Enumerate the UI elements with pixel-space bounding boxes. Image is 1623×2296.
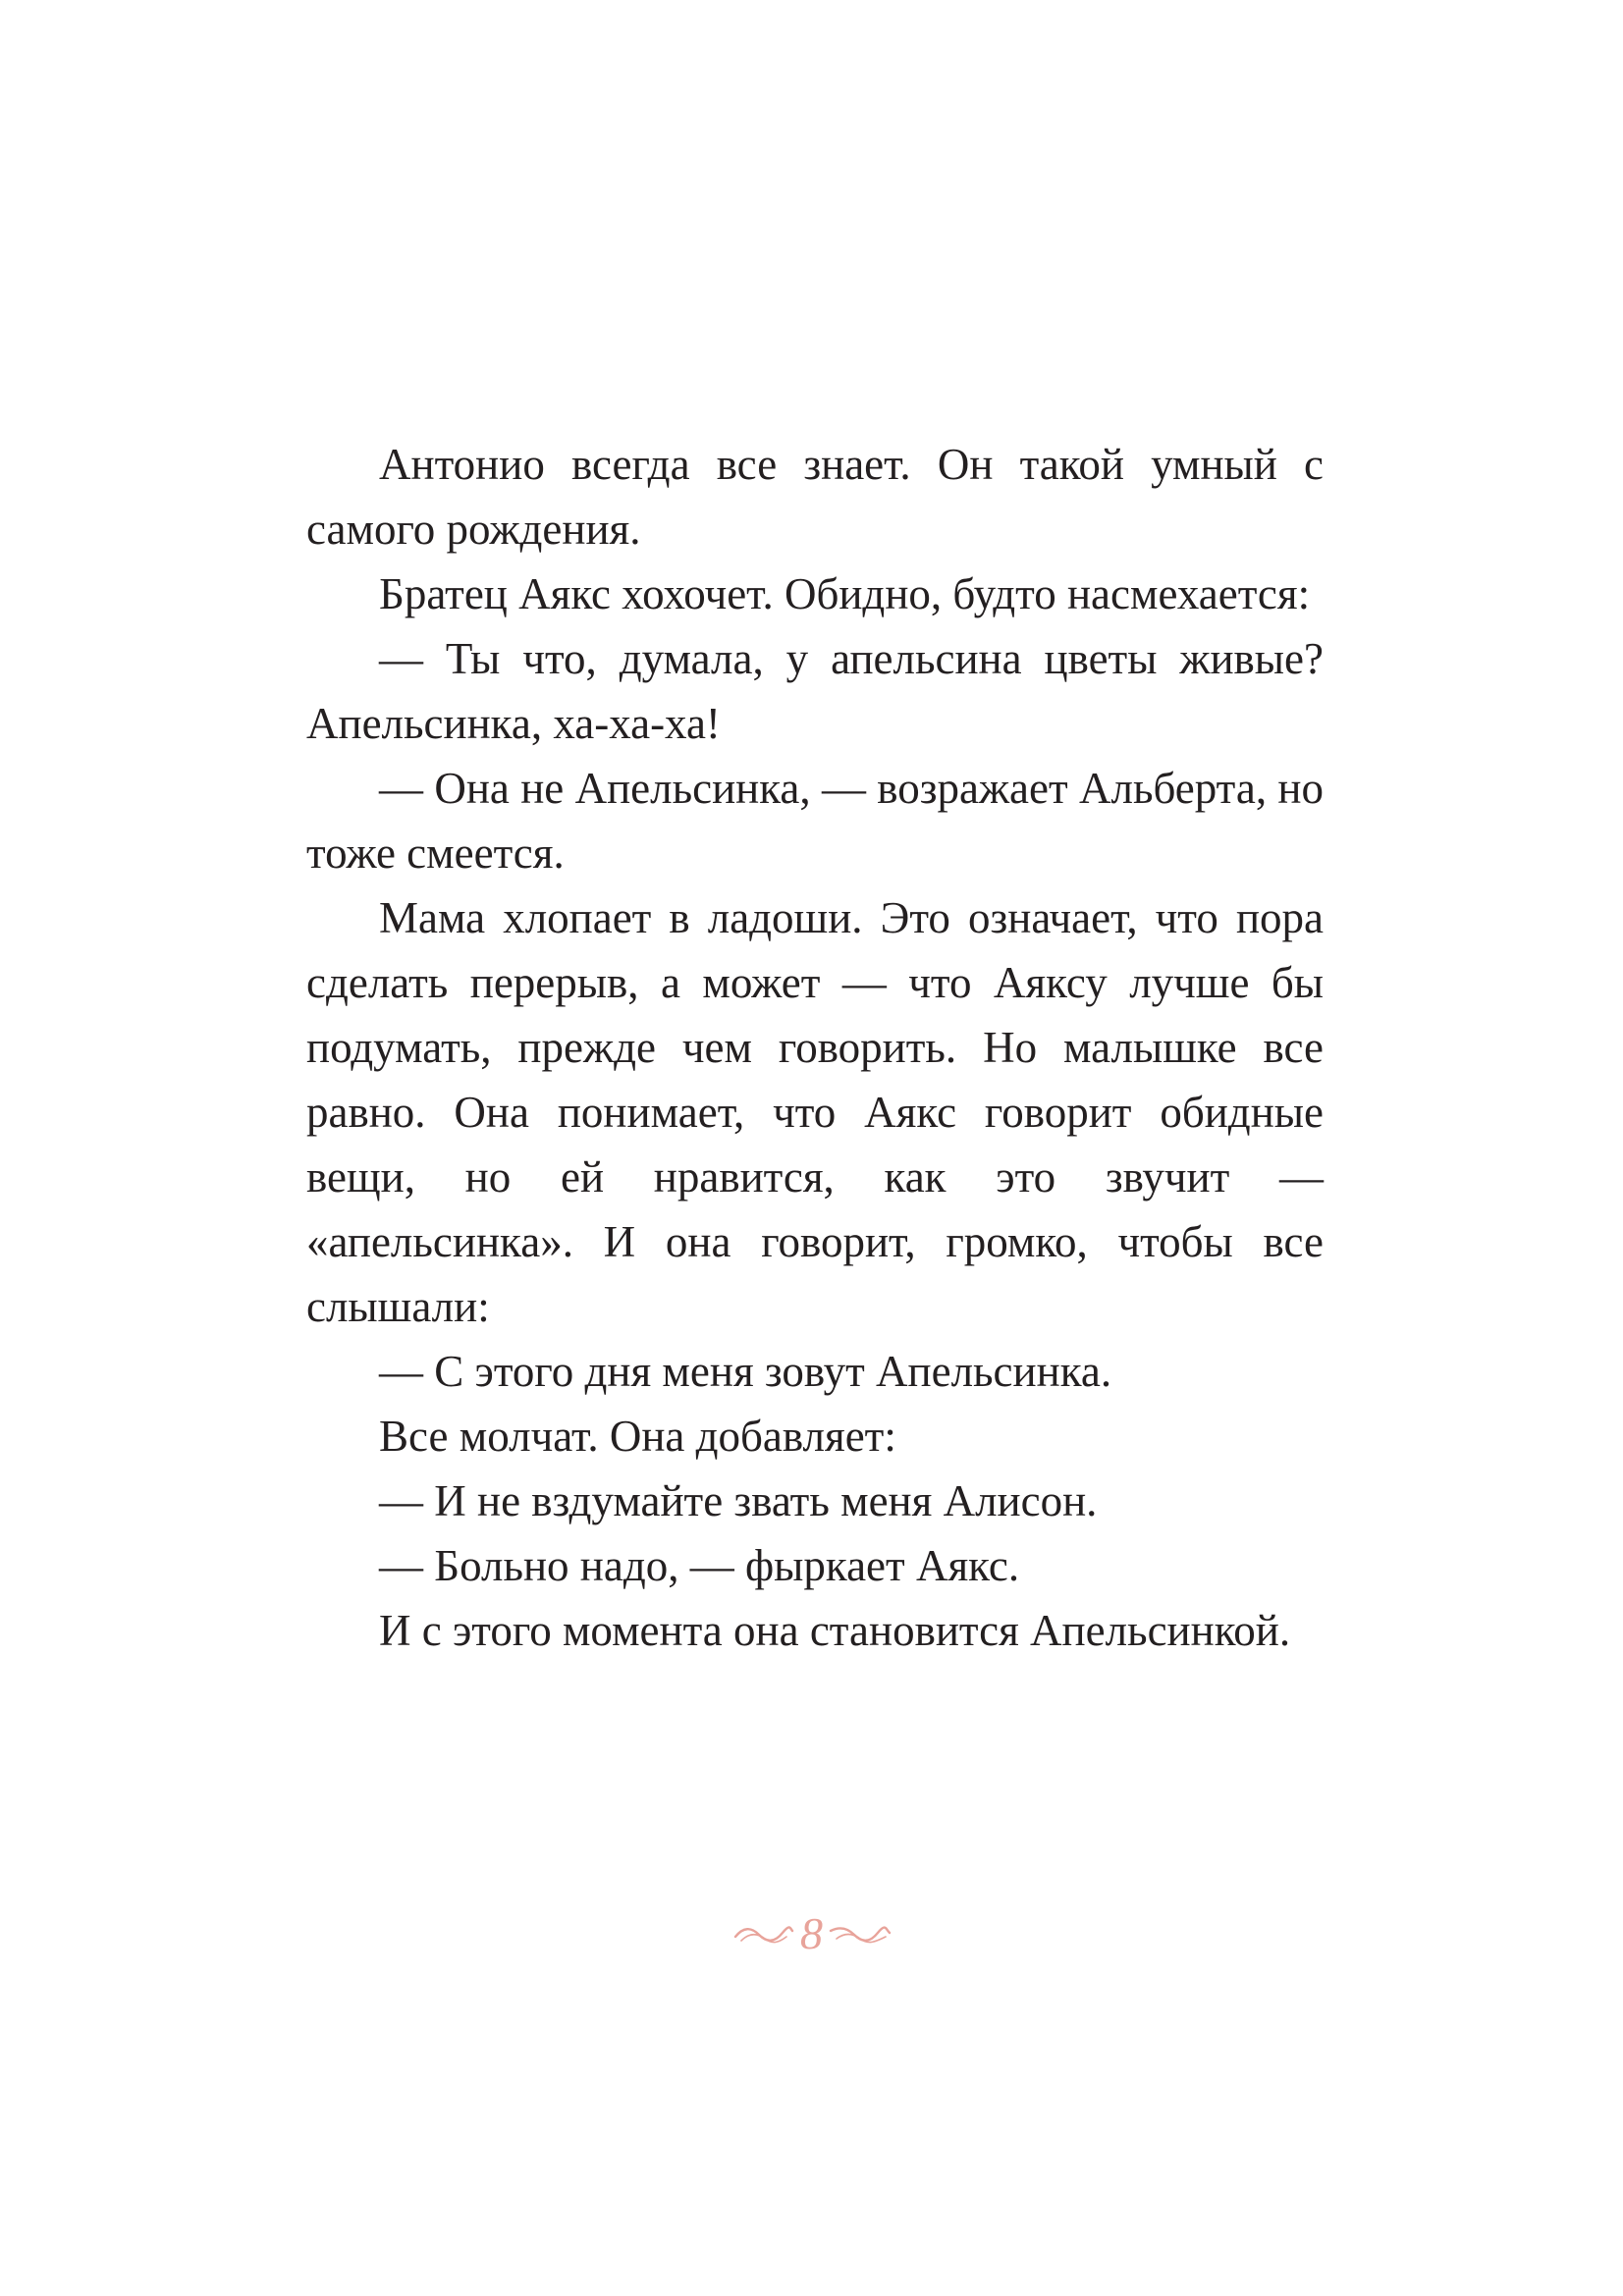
wave-flourish-icon: [829, 1923, 892, 1945]
body-text: [306, 432, 1324, 1663]
paragraph: — С этого дня меня зовут Апельсинка.: [379, 1347, 1112, 1396]
page-number: 8: [800, 1908, 823, 1958]
paragraph: И с этого момента она становится Апельсинкой.: [379, 1606, 1291, 1655]
paragraph: Мама хлопает в ладоши. Это означает, что пора сделать перерыв, а может — что Аяксу лучше бы подумать, прежде чем говорить. Но малышке все равно. Она понимает, что Аякс говорит обидные вещи, но ей нравится, как это звучит — «апельсинка». И она говорит, громко, чтобы все слышали:: [306, 893, 1324, 1331]
paragraph: — Больно надо, — фыркает Аякс.: [379, 1541, 1020, 1590]
wave-flourish-icon: [731, 1923, 794, 1945]
paragraph: Братец Аякс хохочет. Обидно, будто насмехается:: [379, 569, 1311, 618]
folio-ornament: [731, 1909, 892, 1958]
page-folio: [0, 1909, 1623, 1968]
paragraph: — Ты что, думала, у апельсина цветы живые? Апельсинка, ха-ха-ха!: [306, 634, 1324, 748]
paragraph: Антонио всегда все знает. Он такой умный с самого рождения.: [306, 440, 1324, 554]
paragraph: — И не вздумайте звать меня Алисон.: [379, 1476, 1098, 1525]
paragraph: Все молчат. Она добавляет:: [379, 1412, 896, 1461]
paragraph: — Она не Апельсинка, — возражает Альберта, но тоже смеется.: [306, 764, 1324, 878]
